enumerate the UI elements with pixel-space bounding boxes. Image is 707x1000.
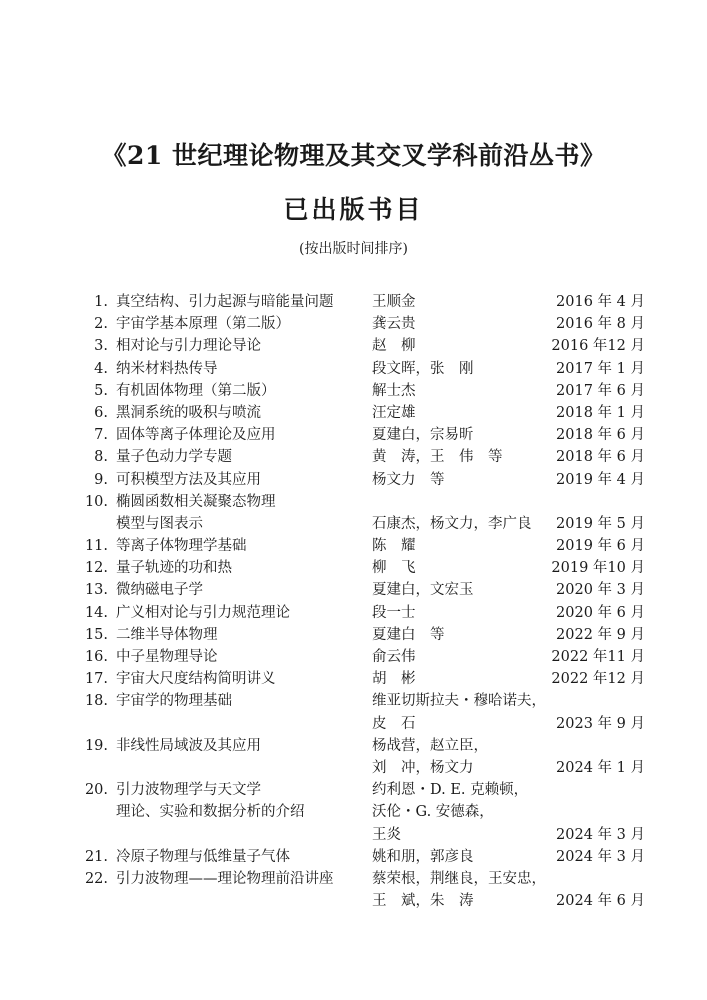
- book-title: 二维半导体物理: [116, 626, 218, 643]
- publish-date: 2020 年 3 月: [556, 582, 645, 599]
- book-author: 夏建白，文宏玉: [372, 582, 474, 599]
- book-author: 王顺金: [372, 294, 416, 310]
- book-entry-line: [0, 890, 707, 912]
- book-list: [0, 291, 707, 912]
- book-title: 有机固体物理（第二版）: [116, 382, 276, 399]
- book-title: 冷原子物理与低维量子气体: [116, 848, 290, 865]
- book-entry: [0, 491, 707, 535]
- book-author: 夏建白，宗易昕: [372, 427, 474, 444]
- book-number: 3.: [94, 338, 108, 355]
- book-title: 广义相对论与引力规范理论: [116, 604, 290, 621]
- series-title: 《21 世纪理论物理及其交叉学科前沿丛书》: [101, 141, 606, 170]
- book-number: 1.: [94, 294, 108, 310]
- book-number: 8.: [94, 449, 108, 466]
- book-entry-line: [0, 690, 707, 712]
- book-number: 13.: [84, 582, 108, 599]
- book-entry-line: [0, 358, 707, 380]
- book-entry: [0, 646, 707, 668]
- book-entry: [0, 335, 707, 357]
- book-author: 俞云伟: [372, 649, 416, 665]
- book-entry-line: [0, 380, 707, 402]
- publish-date: 2019 年 6 月: [556, 538, 645, 555]
- book-author: 黄 涛，王 伟 等: [372, 449, 503, 466]
- book-number: 2.: [94, 316, 108, 333]
- book-author: 维亚切斯拉夫・穆哈诺夫，: [372, 693, 546, 710]
- book-entry: [0, 868, 707, 912]
- book-entry-line: [0, 446, 707, 468]
- book-entry: [0, 469, 707, 491]
- book-number: 22.: [84, 870, 108, 887]
- book-entry-line: [0, 846, 707, 868]
- book-entry: [0, 535, 707, 557]
- book-title: 相对论与引力理论导论: [116, 338, 261, 355]
- book-entry-line: [0, 713, 707, 735]
- book-entry: [0, 557, 707, 579]
- book-number: 6.: [94, 404, 108, 421]
- order-note: (按出版时间排序): [299, 241, 408, 257]
- book-author: 柳 飞: [372, 560, 416, 577]
- book-author: 杨战营，赵立臣，: [372, 737, 488, 754]
- book-number: 4.: [94, 360, 108, 377]
- publish-date: 2022 年 9 月: [556, 626, 645, 643]
- book-author: 姚和朋，郭彦良: [372, 848, 474, 865]
- publish-date: 2020 年 6 月: [556, 604, 645, 621]
- publish-date: 2024 年 1 月: [556, 759, 645, 776]
- book-number: 18.: [84, 693, 108, 710]
- book-entry: [0, 735, 707, 779]
- book-entry-line: [0, 779, 707, 801]
- book-entry: [0, 579, 707, 601]
- book-author: 赵 柳: [372, 338, 416, 355]
- book-entry-line: [0, 824, 707, 846]
- book-entry-line: [0, 668, 707, 690]
- publish-date: 2016 年 8 月: [556, 316, 645, 333]
- book-author: 蔡荣根，荆继良，王安忠，: [372, 870, 546, 887]
- book-title: 模型与图表示: [116, 515, 203, 532]
- book-author: 汪定雄: [372, 404, 416, 421]
- book-author: 王 斌，朱 涛: [372, 893, 474, 910]
- book-title: 非线性局域波及其应用: [116, 737, 261, 754]
- publish-date: 2016 年 4 月: [556, 294, 645, 310]
- publish-date: 2024 年 6 月: [556, 893, 645, 910]
- book-author: 夏建白 等: [372, 626, 445, 643]
- book-entry-line: [0, 491, 707, 513]
- book-entry-line: [0, 602, 707, 624]
- book-entry: [0, 846, 707, 868]
- book-number: 12.: [84, 560, 108, 577]
- book-entry: [0, 402, 707, 424]
- book-author: 解士杰: [372, 382, 416, 399]
- book-title: 可积模型方法及其应用: [116, 471, 261, 488]
- book-number: 7.: [94, 427, 108, 444]
- book-author: 刘 冲，杨文力: [372, 759, 474, 776]
- publish-date: 2022 年11 月: [551, 649, 645, 665]
- publish-date: 2016 年12 月: [551, 338, 645, 355]
- book-entry: [0, 424, 707, 446]
- book-entry-line: [0, 868, 707, 890]
- list-title: 已出版书目: [283, 195, 424, 224]
- book-author: 沃伦・G. 安德森，: [372, 804, 494, 821]
- book-author: 段文晖，张 刚: [372, 360, 474, 377]
- book-entry: [0, 313, 707, 335]
- book-number: 16.: [84, 649, 108, 665]
- book-title: 理论、实验和数据分析的介绍: [116, 804, 305, 821]
- book-number: 20.: [84, 782, 108, 799]
- book-entry-line: [0, 335, 707, 357]
- book-entry: [0, 291, 707, 313]
- book-entry: [0, 602, 707, 624]
- book-title: 宇宙学基本原理（第二版）: [116, 316, 290, 333]
- book-author: 王炎: [372, 826, 401, 843]
- book-title: 固体等离子体理论及应用: [116, 427, 276, 444]
- book-entry-line: [0, 402, 707, 424]
- publish-date: 2024 年 3 月: [556, 826, 645, 843]
- publish-date: 2022 年12 月: [551, 671, 645, 688]
- book-number: 10.: [84, 493, 108, 510]
- book-number: 11.: [84, 538, 108, 555]
- book-entry: [0, 668, 707, 690]
- book-title: 宇宙学的物理基础: [116, 693, 232, 710]
- book-author: 皮 石: [372, 715, 416, 732]
- book-entry-line: [0, 735, 707, 757]
- book-entry-line: [0, 579, 707, 601]
- book-title: 宇宙大尺度结构简明讲义: [116, 671, 276, 688]
- book-number: 14.: [84, 604, 108, 621]
- book-entry: [0, 779, 707, 846]
- book-entry-line: [0, 624, 707, 646]
- publish-date: 2019 年 5 月: [556, 515, 645, 532]
- book-entry-line: [0, 424, 707, 446]
- book-title: 引力波物理——理论物理前沿讲座: [116, 870, 334, 887]
- book-title: 中子星物理导论: [116, 649, 218, 665]
- publish-date: 2018 年 6 月: [556, 449, 645, 466]
- publish-date: 2024 年 3 月: [556, 848, 645, 865]
- book-title: 真空结构、引力起源与暗能量问题: [116, 294, 334, 310]
- book-entry-line: [0, 535, 707, 557]
- book-entry-line: [0, 801, 707, 823]
- book-entry-line: [0, 313, 707, 335]
- book-entry: [0, 624, 707, 646]
- book-entry: [0, 358, 707, 380]
- book-author: 胡 彬: [372, 671, 416, 688]
- book-number: 9.: [94, 471, 108, 488]
- book-title: 引力波物理学与天文学: [116, 782, 261, 799]
- book-entry: [0, 690, 707, 734]
- book-title: 量子色动力学专题: [116, 449, 232, 466]
- book-entry-line: [0, 757, 707, 779]
- book-entry: [0, 380, 707, 402]
- book-title: 微纳磁电子学: [116, 582, 203, 599]
- book-entry-line: [0, 469, 707, 491]
- book-title: 量子轨迹的功和热: [116, 560, 232, 577]
- book-number: 15.: [84, 626, 108, 643]
- publish-date: 2018 年 1 月: [556, 404, 645, 421]
- book-author: 段一士: [372, 604, 416, 621]
- publish-date: 2019 年 4 月: [556, 471, 645, 488]
- book-title: 黑洞系统的吸积与喷流: [116, 404, 261, 421]
- book-title: 椭圆函数相关凝聚态物理: [116, 493, 276, 510]
- book-number: 17.: [84, 671, 108, 688]
- publish-date: 2019 年10 月: [551, 560, 645, 577]
- book-entry: [0, 446, 707, 468]
- book-author: 石康杰，杨文力，李广良: [372, 515, 532, 532]
- book-title: 等离子体物理学基础: [116, 538, 247, 555]
- book-entry-line: [0, 513, 707, 535]
- book-number: 19.: [84, 737, 108, 754]
- book-entry-line: [0, 291, 707, 313]
- book-number: 5.: [94, 382, 108, 399]
- publish-date: 2017 年 1 月: [556, 360, 645, 377]
- book-title: 纳米材料热传导: [116, 360, 218, 377]
- book-number: 21.: [84, 848, 108, 865]
- book-author: 约利恩・D. E. 克赖顿，: [372, 782, 529, 799]
- book-entry-line: [0, 557, 707, 579]
- book-entry-line: [0, 646, 707, 668]
- publish-date: 2023 年 9 月: [556, 715, 645, 732]
- publish-date: 2017 年 6 月: [556, 382, 645, 399]
- book-author: 杨文力 等: [372, 471, 445, 488]
- book-author: 龚云贵: [372, 316, 416, 333]
- publish-date: 2018 年 6 月: [556, 427, 645, 444]
- book-author: 陈 耀: [372, 538, 416, 555]
